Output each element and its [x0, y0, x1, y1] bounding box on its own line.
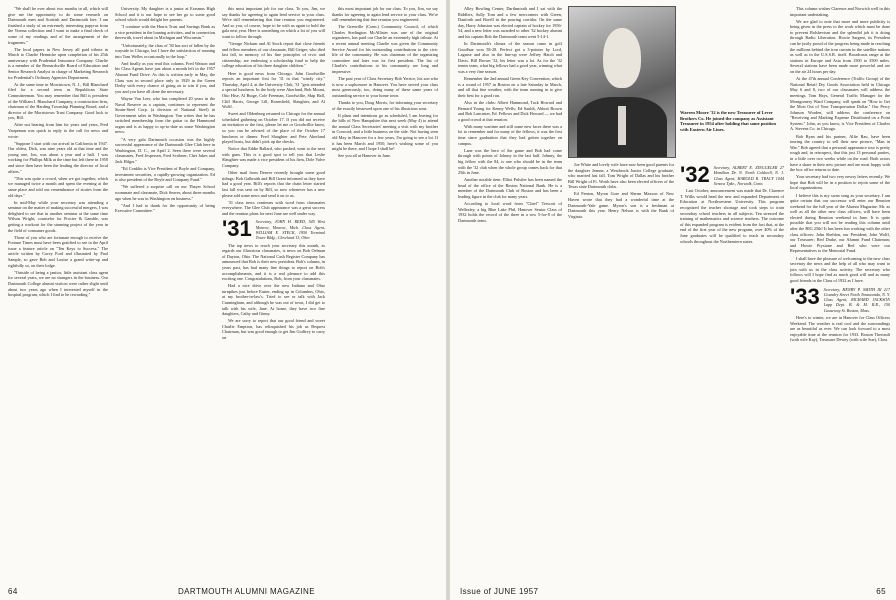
paragraph: Notice that Eddie Ballard, who pushed, went to the next with guns. This is a good spot to tell you that Leslie Slaughter was made a vice president of his firm, Dole Valve Company.: [222, 146, 325, 169]
class-year: '32: [680, 162, 710, 187]
class-heading-31: [222, 216, 325, 242]
paragraph: "George Nickum and Al Stock report that close friends and fellow members of our classmate, Bill Geiger, who died last fall, in memory of his fine principles of civic and citizenship, are endowing a scholarship fund to help the college education of his three daughter children.": [222, 41, 325, 69]
paragraph: Other mail from Denver recently brought some good tidings: Bob Galbraith and Bill Grant informed us they have had a good year. Bill's reports that the chain letter started last fall was sent on by Bill, so now whenever has a new please add some news and send it on to us.: [222, 170, 325, 198]
paragraph: "And I had to thank for the opportunity of being Executive Committee.": [115, 202, 215, 214]
paragraph: Also in the clubs: Albert Hammond, Tack Howard and Bernard Young for Kenny Wells; Ed Sauldt, Abbott Brown and Bob Lancaster, Ed. Fellows and Dick Howard — we had a good crowd at that reunion.: [458, 100, 562, 122]
paragraph: Last October, announcement was made that Dr. Clarence T. Wilks would head the new and expanded Department of Education at Northwestern University. This program recognized the teacher shortage and took steps to train secondary school teachers in all subjects. Ten stressed the training of mathematics and science teachers. The outcome of this expanded program is evident from the fact that, at the end of the first year of the new program, over 40% of the June graduates will be qualified to teach in secondary schools throughout the Northeastern states.: [680, 188, 784, 244]
paragraph: Another notable item: Elliot Pulsifer has been named the head of the office of the Boston National Bank. He is a member of the Dartmouth Club of Boston and has been a leading figure in the club for many years.: [458, 177, 562, 199]
paragraph: "Ed Conklin is Vice President of Boyle and Company, investment securities, a rapidly-growing organization. Ed is also president of the Boyle and Company Fund.": [115, 166, 215, 183]
left-column-4: [332, 6, 438, 576]
left-column-3: [222, 6, 325, 576]
page-number: 65: [876, 587, 886, 596]
paragraph: In Dartmouth's climax of the season came in golf Goodhue won 58-28. Perfect got a 3-pointer by Lord, Lagasse and also in the line-up were Jeffrey Hatch and Davis. Bill Brown '32, his letter was a lot. As for the '32 tennis team, what big fellows had a good year, winning what was a very fine season.: [458, 41, 562, 75]
paragraph: Wayne Van Leer, who has completed 20 years in the Naval Reserve as a captain, continues to represent the Strain-Steel Corp. (a division of National Steel) in Government sales in Washington. Van writes that he has switched membership from the guitar to the Hammond organ and is as happy to up-to-date as some Washington news:: [115, 95, 215, 135]
paragraph: According to local word from "Chief" Trescott of Wellesley, a big Blue Lake Phil, Hanover Senior Class of 1932 holds the record of the three in a row 5-for-8 of the Dartmouth team.: [458, 201, 562, 223]
paragraph: The Grenville (Conn.) Community Council, of which Charles Stedington McAllister was one of the original organizers, has paid our Charlie an extremely high tribute. At a recent annual meeting Charlie was given the Community Service Award for his outstanding contributions to the civic life of the community. He was chairman of the organizing committee and later was its first president. The list of Charlie's contributions to his community are long and impressive.: [332, 24, 438, 75]
right-column-2: [568, 162, 674, 574]
paragraph: I believe this is my swan song as your secretary. I am quite certain that our successor will enter our Reunion weekend for the full year of the Alumni Magazine. Mr. as well as all the other new class officers, will have been elected during Reunion weekend in June. It is quite possible that you will not be reading this column until after the BIG 25th! It has been fun working with the other class officers: John Sheldon, our President; John Wolff, our Treasurer; Red Drake, our Alumni Fund Chairman; and Howie Prystone and Red who were our Representatives to the Memorial Fund.: [790, 192, 890, 254]
paragraph: "This was quite a crowd, when we got together, which we managed twice a month and spent the evening at the same place and told our remembrance of stories from the old days.": [8, 175, 108, 198]
paragraph: Those of you who are fortunate enough to receive the Fortune Times must have been gratified to see in the April issue a feature article on "Ten Keys to Success." The article written by Corey Ford and illustrated by Paul Sample, so gave Bob and Louise a grand write-up and rightfully so, on their lodge.: [8, 234, 108, 268]
paragraph: The top news to reach your secretary this month, as regards our illustrious classmates, is news on Bob Oelman of Dayton, Ohio. The National Cash Register Company has announced that Bob is their new president. Bob's column, in years past, has had many fine things to report on Bob's accomplishments, and it is a real pleasure to add this exciting one. Congratulations, Bob, from your classmates.: [222, 242, 325, 282]
paragraph: this most important job for our class. To you, Jim, we say thanks for agreeing to again lend service to your class. We're still remembering that fine reunion you engineered.: [332, 6, 438, 23]
right-column-1: [458, 6, 562, 576]
class-year: '33: [790, 283, 820, 309]
page-number: 64: [8, 587, 18, 596]
paragraph: "We suffered a surprise call on our Thayer School roommate and classmate, Dick Seaver, about three months ago when he was in Washington on business.": [115, 184, 215, 201]
left-page: [0, 0, 446, 600]
right-column-3: [680, 162, 784, 574]
paragraph: "We shall be over about two months in all, which will give me the opportunity to do some research on Dartmouth men and Scottish and Dartmouth lore. I am finished a study of an extremely interesting papyrus from the Vienna collection and I want to make a final check of some of my readings and of the arrangement of the fragments.": [8, 6, 108, 45]
class-heading-33: [790, 283, 890, 313]
paragraph: Here's to winter, we are in Hanover for Class Officers Weekend. The weather is real cool and the surroundings are as beautiful as ever. We can look forward to a most enjoyable time at the reunion for 1933. Boston Theriault (with wife Kay), Treasurer Dewey (with wife Sue), Class: [790, 314, 890, 343]
paragraph: Joe White and lovely wife have now been good parents for the daughter Jeanne, a Westbrook Junior College graduate, who married last fall. Tom Wright of Dallas and his brother Bill Wright of Ft. Worth have also been elected officers of the Texas state Dartmouth clubs.: [568, 162, 674, 190]
paragraph: The past year of Class Secretary Bob Yerrice, his son who is now a sophomore in Hanover. You have served your class most generously, too, doing many of these same years of outstanding service to your home town.: [332, 76, 438, 98]
paragraph: At the same time in Morristown, N. J., Bill Blanchard filed for a second term as Republican State Committeeman. You may remember that Bill is president of the William I. Blanchard Company, a construction firm, chairman of the Harding Township Planning Board, and a director of the Morristown Trust Company. Good luck to you, Bill.: [8, 81, 108, 121]
photo-caption: Warren Moore '32 is the new Treasurer of Lever Brothers Co. He joined the company as Assistant Treasurer in 1954 after holding that same position with Eastern Air Lines.: [680, 110, 776, 132]
paragraph: The local papers in New Jersey all paid tribute in March to Charlie Hennicke upon completion of his 25th anniversary with Prudential Insurance Company. Charlie is a member of the Bernardsville Board of Education and Senior Research Analyst in charge of Marketing Research for Prudential's Ordinary Agencies Department.: [8, 46, 108, 80]
paragraph: Had a nice drive over the new Indiana and Ohio turnpikes just before Easter, ending up in Columbus, Ohio, at my brother-in-law's. Tried to see or talk with Jack Cunningham, and although he was out of town, I did get to talk with his wife, Jane. At home, they have two fine daughters, Cathy and Ginny.: [222, 283, 325, 317]
paragraph: With many wartime and still some new faces there was a lot to remember and for many of the fellows, it was the first time since graduation that they had gotten together on campus.: [458, 123, 562, 146]
issue-date: Issue of JUNE 1957: [460, 587, 539, 596]
paragraph: We are glad to note that more and more publicity is being given in the press to the work which must be done to prevent Bolshevism and the splendid job it is doing through Radio Liberation. Howie Sargent, its President can be justly proud of the progress being made in reaching the millions behind the iron curtain in the satellite nations as well as in the U.S.S.R. itself. Broadcasts range at the stations in Europe and Asia from 1500 to 3500 miles. Several stations have been made more powerful and are on the air 24 hours per day.: [790, 18, 890, 75]
paragraph: "A very gala Dartmouth occasion was the highly successful appearance of the Dartmouth Glee Club here in Washington, D. C., on April 2. Seen there were several classmates, Fred Jespersen, Fred Scribner, Chet Jakes and Jack Hilger.": [115, 136, 215, 164]
paragraph: Thanks to you, Doug Morris, for informing your secretary of the exactly bestowed upon one of his illustrious sons.: [332, 100, 438, 111]
paragraph: Ed Fenton, Myron Gore and Sherm Maxson of New Haven wrote that they had a wonderful time at the Dartmouth-Yale game. Myron's son is a freshman at Dartmouth this year. Henry Nelson is with the Bank of Virginia.: [568, 191, 674, 219]
portrait-tie: [618, 106, 626, 145]
paragraph: "Outside of being a janitor, little assistant class agent for several years, we are no strangers in the business. Our Dartmouth College alumni visitors were rather slight until about two years ago when I interested myself in the hospital program, which I find to be rewarding.": [8, 269, 108, 298]
portrait-photo: [568, 6, 676, 158]
magazine-title: DARTMOUTH ALUMNI MAGAZINE: [178, 587, 315, 596]
paragraph: '31 class news continues with word from classmates everywhere. The Glee Club appearance was a great success and the reunion plans for next June are well under way.: [222, 199, 325, 216]
paragraph: We are sorry to report that our good friend and sweet Charlie Emptron, has relinquished his job as Bequest Chairman, but was good enough to get Jim Godfrey to carry on: [222, 318, 325, 341]
paragraph: Remember the 2nd annual Green Key Convention, which is a round of 1957 in Boston on a late Saturday in March, and all that fine weather, with the team running in to give their best for a good run.: [458, 76, 562, 98]
class-officers: Secretary, HENRY P. SMITH III 217 Goundry Street North Tonawanda, N. Y. Class Agent, RICHARD JACKSON Lapp Dept. B. & M. R.R., 150 Causeway St. Boston, Mass.: [823, 286, 890, 313]
paragraph: In mid-May while your secretary was attending a seminar on the matter of making successful mergers, I was delighted to see that in another seminar at the same time Wilson Wright, counselor for Procter & Gamble, was getting a workout for the stunning project of the year in the field of consumer goods.: [8, 199, 108, 233]
paragraph: Bob Ryan and his partner, Alfie Rau, have been touring the country to sell their new picture, "Man in War." Bob agreed that a personal appearance tour is pretty rough and, in retrospect, that this just 13 personal parties, in a little over two weeks while on the road. Both actors have a share in their new picture and are most happy with the box office returns to date.: [790, 133, 890, 173]
class-heading-32: [680, 162, 784, 187]
paragraph: Your secretary had two very newsy letters recently. We hope that Bob will be in a position to rejoin some of the local organizations.: [790, 174, 890, 191]
paragraph: Alley Bowling Center, Darthmouth and I sat with the Riddlers, Sully Tom and a few newcomers with Green, Danforth and Borell in the pouring corridor. On the same day, Harry Johnston was elected captain of hockey for 1956-54, and a new letter was awarded to other '32 hockey alumni and his captain Bob the Dartmouth team went 5-14-1.: [458, 6, 562, 39]
paragraph: University. My daughter is a junior at Erasmus High School and it is our hope to see her go to some good school which would delight her parents.: [115, 6, 215, 23]
paragraph: this most important job for our class. To you, Jim, we say thanks for agreeing to again lend service to your class. We're still remembering that fine reunion you engineered. And so you, of course, hope to be with us again to hold the gala next year. Here is something on which a lot of you will want to follow through:: [222, 6, 325, 39]
paragraph: After not hearing from him for years and years, Fred Vaupeman was quick to reply to the call for news and wrote:: [8, 122, 108, 139]
right-column-4: [790, 6, 890, 576]
paragraph: "Suppose I start with our arrival in California in 1947. Our oldest, Dick, was nine years old at that time and the young one, Jon, was about a year and a half. I was working for Phillips Milk at the time but left there in 1950 and since then have been the leading the director of local affairs.": [8, 140, 108, 174]
left-column-1: [8, 6, 108, 576]
paragraph: At the 47th annual Conference (Traffic Group) of the National Retail Dry Goods Association held in Chicago May 6 and 8, two of our classmates will address the meetings. Tom Hays, General Traffic Manager for the Montgomery Ward Company, will speak on "How to Get the Most Out of Your Transportation Dollar." Our Percy Johnson Worden, will address the conference on "Receiving and Marking Expense Distributed on a Point System." John, as you know, is Vice President of Charles A. Stevens Co. in Chicago.: [790, 76, 890, 132]
paragraph: Lane was the hero of the game and Bob had come through with points of Johnny in the last half. Johnny, the big fellow with the 84, is one who should be in the team with the '32 club when the whole group comes back for that 25th in June.: [458, 147, 562, 176]
paragraph: Sweet and Oldenburg returned to Chicago for the annual scheduled gathering on October 17. If you did not receive an invitation or the first, please let me or Goodwillie know, so you can be advised of the place of the October 17 luncheon or dinner. Fred Slaughter and Pete Akerlund played hosts, but didn't pick up the checks.: [222, 111, 325, 145]
paragraph: If plans and intentions go as scheduled, I am leaving for the hills of New Hampshire this next week (May 4) to attend the annual Class Secretaries' meeting a visit with my brother in Concord; and a little business on the side. Not having seen old May in Hanover for a few years, I'm going to see a lot. If it has been March and 1950, here's wishing some of you might be there, and I hope I shall be!: [332, 112, 438, 152]
right-page: [450, 0, 896, 600]
class-year: '31: [222, 216, 252, 242]
left-column-2: [115, 6, 215, 576]
portrait-head: [603, 28, 641, 88]
paragraph: And finally as you read this column, Fred Watson and his Class Agents have just about a month left in the 1957 Alumni Fund Drive. As this is written early in May, the Class was in second place only to 1929 in the Green Derby with every chance of going on to win if you, and you and you have all done the necessary.: [115, 60, 215, 94]
paragraph: "Unfortunately, the class of '30 has sort of fallen by the wayside in Chicago, but I have the satisfaction of running into Tom Welles occasionally in the loop.": [115, 42, 215, 59]
class-officers: Secretary, JOHN H. REED, 545 West Monroe, Monroe, Mich. Class Agent, WILLIAM E. STECK, 1950 Terminal Tower Bldg., Cleveland 13, Ohio: [255, 219, 325, 241]
paragraph: Here is good news from Chicago. John Goodwillie reports an important first for '31 in that "windy city." Thursday, April 4, at the University Club, '31 "gets attended a special luncheon. In the body were Akerland, Bob Mount, Otto Hise, Al Burge, Cole Freeman, Goodwillie, Skip Hall, Cliff Harris, George Lill, Rosenfield, Slaughter, and Al Wolff.: [222, 70, 325, 110]
paragraph: I shall have the pleasure of welcoming to the new class secretary the news and the help of all who may want to join with us in the class activity. The secretary who follows will I hope find as much good will and as many good friends in the Class of 1932 as I have.: [790, 255, 890, 283]
paragraph: See you all at Hanover in June.: [338, 153, 391, 159]
class-officers: Secretary, ALBERT E. ZINGGELER 27 Hamilton Dr. N. North Caldwell, N. J. Class Agent, HAROLD R. TRACY 1044 Seneca Tpke., Norwalk, Conn.: [713, 165, 784, 186]
paragraph: "I continue with the Harris Trust and Savings Bank as a vice president in the loaning activities, and in connection therewith, travel about in Michigan and Wisconsin.": [115, 24, 215, 41]
paragraph: This column wishes Clarence and Norwich well in this important undertaking.: [790, 6, 890, 17]
